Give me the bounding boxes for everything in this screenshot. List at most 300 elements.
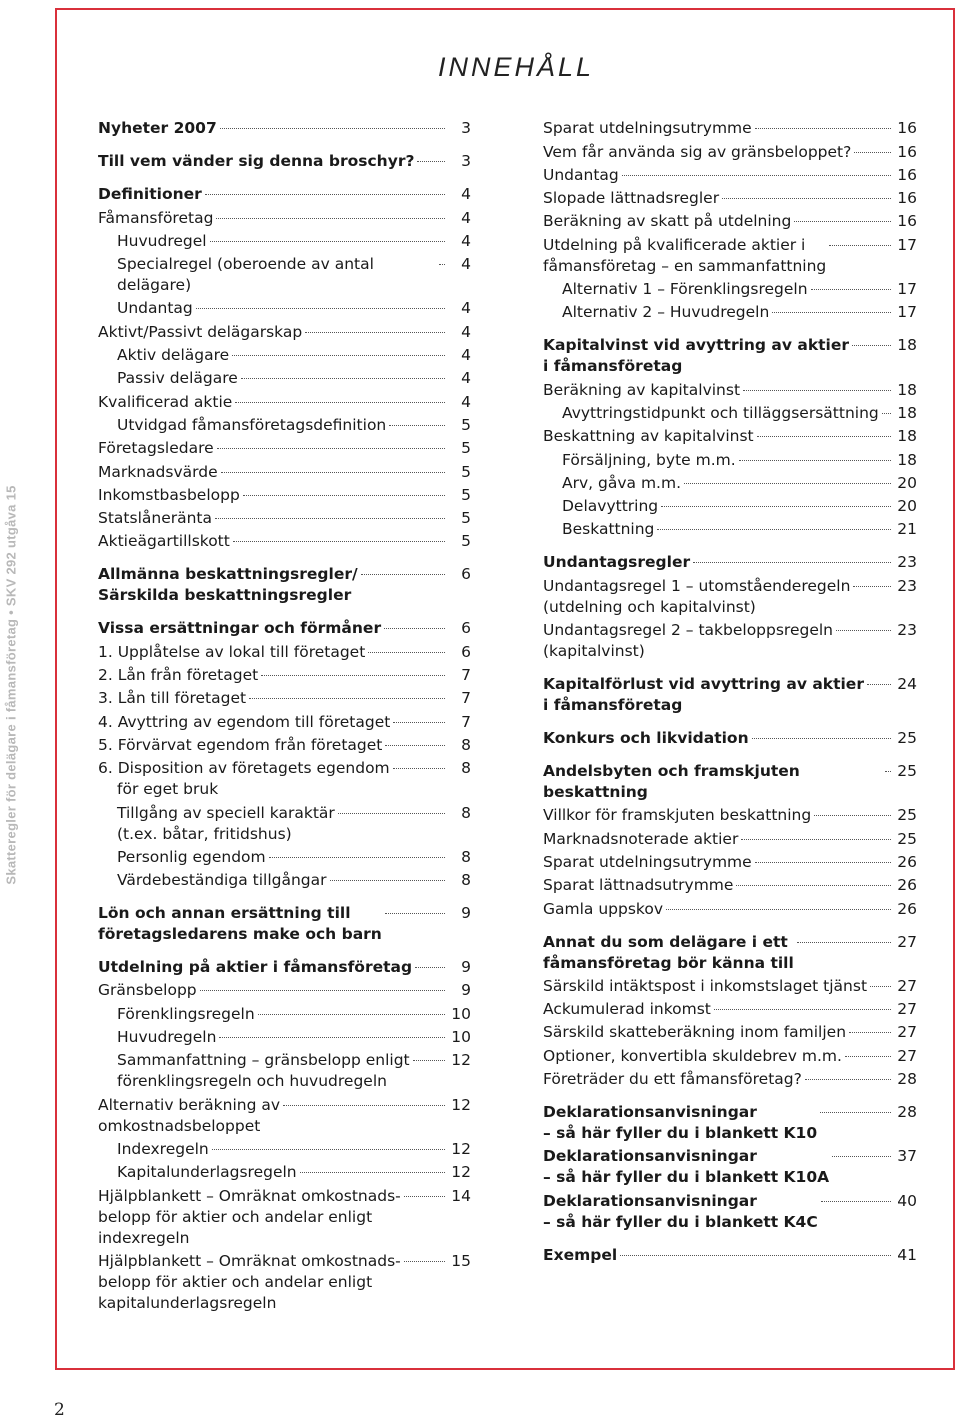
dot-leader (853, 586, 891, 587)
toc-entry-page: 4 (461, 208, 471, 227)
toc-entry-line: Särskild skatteberäkning inom familjen (543, 1023, 847, 1042)
toc-entry-page: 25 (897, 729, 917, 748)
toc-entry-line: Aktivt/Passivt delägarskap (98, 322, 303, 341)
toc-entry-line: företagsledarens make och barn (98, 925, 382, 944)
toc-entry (98, 903, 471, 945)
toc-entry-page: 26 (897, 852, 917, 871)
dot-leader (805, 1079, 891, 1080)
toc-entry (543, 519, 917, 540)
toc-entry-page: 7 (461, 666, 471, 685)
toc-entry-page: 18 (897, 450, 917, 469)
toc-entry-title (98, 957, 412, 978)
toc-entry-line: Kvalificerad aktie (98, 392, 233, 411)
toc-column-left (98, 116, 471, 1314)
toc-entry-line: förenklingsregeln och huvudregeln (117, 1072, 387, 1091)
dot-leader (258, 1014, 445, 1015)
toc-entry-line: Beskattning av kapitalvinst (543, 427, 754, 446)
dot-leader (385, 913, 445, 914)
toc-entry-page: 9 (461, 981, 471, 1000)
toc-entry-page: 9 (461, 958, 471, 977)
toc-entry-page: 26 (897, 876, 917, 895)
dot-leader (714, 1009, 891, 1010)
toc-entry-page: 8 (461, 759, 471, 778)
toc-entry (98, 1139, 471, 1160)
toc-entry (98, 531, 471, 552)
toc-entry-line: Utvidgad fåmansföretagsdefinition (117, 415, 387, 434)
toc-entry-title (543, 335, 849, 377)
dot-leader (622, 175, 891, 176)
toc-entry-page: 28 (897, 1070, 917, 1089)
toc-entry-line: (t.ex. båtar, fritidshus) (117, 824, 292, 843)
toc-entry (98, 870, 471, 891)
dot-leader (657, 529, 891, 530)
toc-entry (543, 335, 917, 377)
toc-entry-page: 17 (897, 303, 917, 322)
toc-entry-line: Undantagsregel 1 – utomståenderegeln (543, 576, 851, 595)
dot-leader (221, 472, 445, 473)
toc-entry (98, 980, 471, 1001)
toc-entry-title (98, 688, 246, 709)
toc-entry-title (543, 620, 833, 662)
toc-entry (543, 976, 917, 997)
toc-column-right (543, 116, 917, 1266)
toc-entry-title (98, 564, 358, 606)
dot-leader (693, 562, 891, 563)
toc-entry-title (562, 519, 654, 540)
toc-entry (543, 279, 917, 300)
dot-leader (305, 332, 445, 333)
toc-entry-title (543, 211, 791, 232)
toc-entry-line: Fåmansföretag (98, 208, 214, 227)
toc-entry (98, 1095, 471, 1137)
toc-entry-title (98, 1186, 401, 1249)
toc-entry-line: Indexregeln (117, 1139, 209, 1158)
toc-entry-line: Kapitalunderlagsregeln (117, 1163, 297, 1182)
toc-entry-title (117, 870, 327, 891)
toc-entry-line: – så här fyller du i blankett K4C (543, 1212, 818, 1231)
toc-entry-title (543, 1245, 617, 1266)
toc-entry-line: Optioner, konvertibla skuldebrev m.m. (543, 1046, 842, 1065)
toc-entry (98, 345, 471, 366)
toc-entry-title (117, 1162, 297, 1183)
toc-entry-line: Förenklingsregeln (117, 1004, 255, 1023)
dot-leader (417, 161, 445, 162)
toc-entry-page: 7 (461, 689, 471, 708)
toc-entry-page: 41 (897, 1245, 917, 1264)
dot-leader (243, 495, 445, 496)
toc-entry-line: Aktieägartillskott (98, 532, 230, 551)
toc-entry-page: 4 (461, 346, 471, 365)
toc-entry-page: 37 (897, 1147, 917, 1166)
toc-entry (98, 438, 471, 459)
sidebar-text: Skatteregler för delägare i fåmansföretag • SKV 292 utgåva 15 (3, 485, 19, 885)
toc-entry (543, 620, 917, 662)
toc-entry-page: 5 (461, 439, 471, 458)
toc-entry-title (98, 184, 202, 205)
toc-entry-title (543, 1069, 802, 1090)
toc-entry-page: 27 (897, 1023, 917, 1042)
toc-entry-page: 16 (897, 142, 917, 161)
dot-leader (741, 839, 891, 840)
toc-entry-line: Delavyttring (562, 497, 659, 516)
toc-entry-title (543, 1102, 817, 1144)
toc-entry-title (543, 761, 882, 803)
dot-leader (885, 771, 891, 772)
toc-entry-line: Definitioner (98, 185, 202, 204)
toc-entry (543, 188, 917, 209)
toc-entry (98, 368, 471, 389)
sidebar (2, 0, 20, 1420)
toc-entry-line: Specialregel (oberoende av antal delägare) (117, 255, 374, 295)
toc-entry-page: 17 (897, 235, 917, 254)
toc-entry-page: 17 (897, 280, 917, 299)
toc-entry-line: Alternativ 2 – Huvudregeln (562, 303, 770, 322)
toc-entry-title (543, 999, 711, 1020)
dot-leader (832, 1156, 891, 1157)
toc-entry-page: 5 (461, 485, 471, 504)
toc-entry-line: Undantag (543, 165, 619, 184)
toc-entry (543, 450, 917, 471)
toc-entry-title (543, 875, 733, 896)
toc-entry-title (543, 552, 690, 573)
toc-entry-line: Nyheter 2007 (98, 119, 217, 138)
toc-entry-page: 6 (461, 565, 471, 584)
toc-entry (98, 151, 471, 172)
toc-entry (543, 829, 917, 850)
toc-entry-line: Alternativ 1 – Förenklingsregeln (562, 280, 808, 299)
dot-leader (666, 909, 891, 910)
toc-entry-page: 27 (897, 976, 917, 995)
dot-leader (684, 483, 891, 484)
toc-entry-page: 12 (451, 1163, 471, 1182)
toc-entry-page: 26 (897, 899, 917, 918)
toc-entry-line: för eget bruk (117, 780, 219, 799)
toc-entry-line: Kapitalvinst vid avyttring av aktier (543, 336, 850, 355)
toc-entry-title (98, 758, 390, 800)
toc-entry-title (117, 1004, 255, 1025)
toc-entry-page: 25 (897, 829, 917, 848)
toc-entry-line: 2. Lån från företaget (98, 666, 259, 685)
toc-entry-title (562, 302, 769, 323)
toc-entry-line: Utdelning på kvalificerade aktier i (543, 235, 806, 254)
dot-leader (821, 1201, 891, 1202)
toc-entry-title (98, 903, 382, 945)
toc-entry-page: 27 (897, 1000, 917, 1019)
dot-leader (882, 413, 891, 414)
toc-entry-title (543, 852, 752, 873)
toc-entry (98, 665, 471, 686)
toc-entry-line: Deklarationsanvisningar (543, 1103, 757, 1122)
toc-entry-title (98, 1095, 280, 1137)
dot-leader (736, 885, 891, 886)
toc-entry-page: 18 (897, 403, 917, 422)
toc-entry (98, 1162, 471, 1183)
dot-leader (836, 630, 891, 631)
toc-entry (543, 496, 917, 517)
toc-entry-title (117, 298, 193, 319)
toc-entry-page: 6 (461, 642, 471, 661)
toc-entry-title (543, 426, 754, 447)
toc-entry-line: Särskilda beskattningsregler (98, 586, 352, 605)
dot-leader (219, 1037, 445, 1038)
toc-entry-page: 40 (897, 1191, 917, 1210)
dot-leader (393, 722, 445, 723)
dot-leader (217, 448, 445, 449)
toc-entry-title (117, 415, 386, 436)
dot-leader (241, 378, 445, 379)
dot-leader (814, 815, 891, 816)
toc-entry-title (562, 496, 658, 517)
dot-leader (755, 128, 891, 129)
toc-entry-line: Konkurs och likvidation (543, 729, 749, 748)
dot-leader (752, 738, 891, 739)
toc-entry (98, 254, 471, 296)
toc-entry-line: Marknadsvärde (98, 462, 218, 481)
toc-entry (543, 165, 917, 186)
toc-entry-line: 5. Förvärvat egendom från företaget (98, 735, 383, 754)
dot-leader (794, 221, 891, 222)
toc-entry-title (117, 1050, 410, 1092)
toc-entry (543, 1022, 917, 1043)
toc-entry (543, 875, 917, 896)
toc-entry (543, 1191, 917, 1233)
toc-entry-line: Huvudregeln (117, 1028, 217, 1047)
toc-entry-page: 15 (451, 1251, 471, 1270)
dot-leader (232, 355, 445, 356)
dot-leader (196, 308, 445, 309)
toc-entry-title (543, 1046, 842, 1067)
toc-entry-title (543, 380, 740, 401)
dot-leader (215, 518, 445, 519)
toc-entry-line: Exempel (543, 1245, 618, 1264)
toc-entry-page: 8 (461, 803, 471, 822)
toc-entry (543, 302, 917, 323)
toc-entry-title (98, 485, 240, 506)
toc-entry (98, 1050, 471, 1092)
toc-entry-line: Ackumulerad inkomst (543, 1000, 711, 1019)
toc-entry (543, 118, 917, 139)
dot-leader (849, 1032, 891, 1033)
dot-leader (210, 241, 445, 242)
toc-entry-page: 6 (461, 619, 471, 638)
toc-entry-line: Avyttringstidpunkt och tilläggsersättning (562, 403, 879, 422)
toc-entry (543, 852, 917, 873)
toc-entry-page: 24 (897, 675, 917, 694)
toc-entry (543, 899, 917, 920)
toc-entry-title (98, 1251, 401, 1314)
toc-entry-line: Sparat utdelningsutrymme (543, 119, 752, 138)
toc-entry-title (117, 254, 436, 296)
toc-entry-page: 18 (897, 336, 917, 355)
dot-leader (300, 1172, 445, 1173)
toc-entry-line: Allmänna beskattningsregler/ (98, 565, 358, 584)
toc-entry (98, 1186, 471, 1249)
toc-entry (98, 415, 471, 436)
toc-entry (543, 473, 917, 494)
toc-entry (98, 208, 471, 229)
toc-entry-page: 23 (897, 621, 917, 640)
toc-entry-page: 16 (897, 212, 917, 231)
toc-entry (543, 999, 917, 1020)
toc-entry (98, 184, 471, 205)
dot-leader (661, 506, 891, 507)
toc-entry (98, 298, 471, 319)
toc-entry (98, 231, 471, 252)
dot-leader (216, 218, 445, 219)
toc-entry-page: 8 (461, 735, 471, 754)
toc-entry (543, 380, 917, 401)
toc-entry (543, 142, 917, 163)
toc-entry-line: (utdelning och kapitalvinst) (543, 597, 756, 616)
toc-entry (98, 618, 471, 639)
dot-leader (389, 425, 445, 426)
toc-entry-line: Gamla uppskov (543, 899, 663, 918)
toc-entry (543, 403, 917, 424)
toc-entry-page: 4 (461, 185, 471, 204)
toc-entry-line: Undantagsregel 2 – takbeloppsregeln (543, 621, 834, 640)
dot-leader (249, 698, 445, 699)
toc-entry-title (543, 165, 619, 186)
toc-entry-line: 3. Lån till företaget (98, 689, 247, 708)
toc-entry-line: Lön och annan ersättning till (98, 904, 351, 923)
toc-entry-title (117, 847, 266, 868)
toc-entry-title (117, 231, 207, 252)
dot-leader (820, 1112, 891, 1113)
toc-entry-page: 5 (461, 415, 471, 434)
page-number: 2 (54, 1400, 65, 1420)
dot-leader (739, 460, 891, 461)
toc-entry-title (117, 368, 238, 389)
toc-entry-title (98, 462, 218, 483)
toc-entry-title (543, 829, 738, 850)
toc-entry (98, 564, 471, 606)
dot-leader (212, 1149, 445, 1150)
dot-leader (845, 1056, 891, 1057)
toc-entry-page: 18 (897, 380, 917, 399)
toc-entry-title (543, 1146, 829, 1188)
toc-entry-title (98, 618, 381, 639)
toc-entry-page: 16 (897, 189, 917, 208)
dot-leader (829, 245, 891, 246)
dot-leader (797, 942, 891, 943)
toc-entry-title (98, 642, 365, 663)
toc-entry-title (117, 345, 229, 366)
dot-leader (200, 990, 445, 991)
dot-leader (870, 986, 891, 987)
toc-entry (98, 847, 471, 868)
toc-entry-page: 7 (461, 712, 471, 731)
dot-leader (867, 684, 891, 685)
toc-entry-title (543, 728, 749, 749)
toc-entry (98, 322, 471, 343)
dot-leader (233, 541, 445, 542)
toc-entry-page: 14 (451, 1186, 471, 1205)
toc-entry-line: Passiv delägare (117, 369, 238, 388)
toc-entry-line: Vissa ersättningar och förmåner (98, 619, 382, 638)
toc-entry-page: 3 (461, 152, 471, 171)
toc-entry-line: 1. Upplåtelse av lokal till företaget (98, 642, 366, 661)
toc-entry-page: 4 (461, 299, 471, 318)
toc-entry (543, 1046, 917, 1067)
dot-leader (852, 345, 891, 346)
dot-leader (413, 1060, 445, 1061)
toc-entry (98, 1027, 471, 1048)
toc-entry (98, 758, 471, 800)
toc-entry-title (562, 450, 736, 471)
toc-entry-line: Till vem vänder sig denna broschyr? (98, 152, 415, 171)
toc-entry-title (543, 899, 663, 920)
toc-entry-title (543, 576, 850, 618)
toc-entry-page: 27 (897, 1046, 917, 1065)
toc-entry-title (543, 674, 864, 716)
toc-entry-line: fåmansföretag – en sammanfattning (543, 256, 827, 275)
toc-entry-title (562, 473, 681, 494)
toc-entry-line: – så här fyller du i blankett K10 (543, 1124, 818, 1143)
toc-entry-line: i fåmansföretag (543, 357, 683, 376)
dot-leader (854, 152, 891, 153)
page-title: INNEHÅLL (438, 52, 595, 82)
toc-entry-line: Sammanfattning – gränsbelopp enligt (117, 1051, 410, 1070)
toc-entry (543, 576, 917, 618)
toc-entry-line: Beräkning av kapitalvinst (543, 380, 741, 399)
dot-leader (404, 1196, 445, 1197)
toc-entry (98, 957, 471, 978)
toc-entry (98, 1251, 471, 1314)
toc-entry (98, 392, 471, 413)
toc-entry (98, 118, 471, 139)
toc-entry (98, 642, 471, 663)
toc-entry-page: 10 (451, 1028, 471, 1047)
toc-entry-title (543, 118, 752, 139)
toc-entry-line: Marknadsnoterade aktier (543, 829, 739, 848)
toc-entry-page: 4 (461, 322, 471, 341)
dot-leader (368, 652, 445, 653)
toc-entry-page: 23 (897, 576, 917, 595)
toc-entry-page: 4 (461, 231, 471, 250)
toc-entry-title (98, 438, 214, 459)
toc-entry-title (543, 188, 719, 209)
toc-entry-page: 16 (897, 119, 917, 138)
toc-entry-line: Annat du som delägare i ett (543, 932, 788, 951)
toc-entry (543, 728, 917, 749)
toc-entry-page: 18 (897, 427, 917, 446)
dot-leader (235, 402, 445, 403)
toc-entry-title (562, 279, 808, 300)
dot-leader (385, 745, 445, 746)
toc-entry-line: Vem får använda sig av gränsbeloppet? (543, 142, 852, 161)
toc-entry-line: omkostnadsbeloppet (98, 1116, 261, 1135)
toc-entry-title (562, 403, 879, 424)
toc-entry-page: 16 (897, 165, 917, 184)
toc-entry-line: 6. Disposition av företagets egendom (98, 759, 390, 778)
toc-entry-title (543, 805, 811, 826)
toc-entry-line: Deklarationsanvisningar (543, 1191, 757, 1210)
toc-entry (543, 1102, 917, 1144)
toc-entry-title (117, 1139, 209, 1160)
toc-entry-title (98, 392, 232, 413)
toc-entry-line: Hjälpblankett – Omräknat omkostnads- (98, 1251, 401, 1270)
dot-leader (261, 675, 445, 676)
toc-entry-page: 25 (897, 806, 917, 825)
dot-leader (415, 967, 445, 968)
toc-entry (98, 1004, 471, 1025)
toc-entry-title (98, 712, 390, 733)
toc-entry-page: 4 (461, 255, 471, 274)
toc-entry-page: 3 (461, 119, 471, 138)
toc-entry (98, 688, 471, 709)
toc-entry (98, 712, 471, 733)
toc-entry-line: Gränsbelopp (98, 981, 197, 1000)
